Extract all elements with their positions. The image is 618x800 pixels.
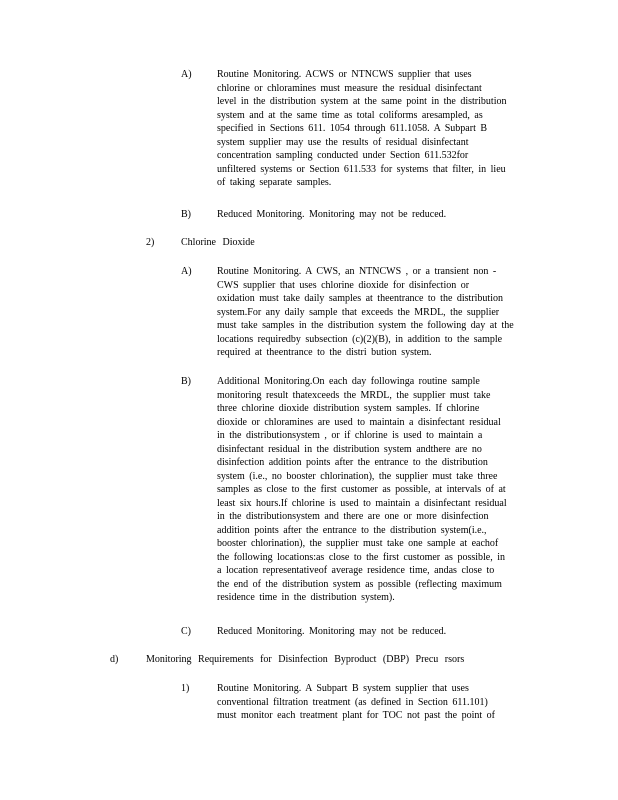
text-line: locations requiredby subsection (c)(2)(B), in addition to the sample — [217, 333, 503, 345]
text-line: monitoring result thatexceeds the MRDL, the supplier must take — [217, 389, 491, 401]
text-line: Reduced Monitoring. Monitoring may not be reduced. — [217, 209, 447, 220]
text-line: a location representativeof average residence time, andas close to — [217, 565, 495, 576]
text-line: the following locations:as close to the first customer as possible, in — [217, 551, 506, 563]
text-line: system and at the same time as total coliforms aresampled, as — [217, 109, 483, 121]
section-heading-dbp-precursors: Monitoring Requirements for Disinfection Byproduct (DBP) Precu rsors — [146, 654, 465, 665]
routine-monitoring-chlorine-dioxide-paragraph — [217, 265, 514, 360]
text-line: of taking separate samples. — [217, 177, 332, 188]
reduced-monitoring-paragraph — [217, 208, 446, 222]
text-line: conventional filtration treatment (as defined in Section 611.101) — [217, 696, 488, 708]
reduced-monitoring-paragraph — [217, 625, 446, 639]
text-line: dioxide or chloramines are used to maintain a disinfectant residual — [217, 416, 501, 428]
text-line: residence time in the distribution system). — [217, 592, 395, 603]
item-marker: B) — [181, 376, 191, 387]
text-line: samples as close to the first customer as possible, at intervals of at — [217, 484, 506, 495]
text-line: CWS supplier that uses chlorine dioxide for disinfection or — [217, 279, 470, 291]
routine-monitoring-toc-paragraph — [217, 682, 495, 723]
text-line: concentration sampling conducted under Section 611.532for — [217, 150, 469, 161]
item-marker: 1) — [181, 683, 190, 694]
item-marker: A) — [181, 266, 192, 277]
text-line: Routine Monitoring. A Subpart B system supplier that uses — [217, 683, 469, 694]
text-line: system supplier may use the results of residual disinfectant — [217, 136, 469, 148]
text-line: three chlorine dioxide distribution system samples. If chlorine — [217, 403, 480, 414]
text-line: Additional Monitoring.On each day followinga routine sample — [217, 376, 480, 387]
text-line: oxidation must take daily samples at theentrance to the distribution — [217, 293, 503, 304]
text-line: least six hours.If chlorine is used to maintain a disinfectant residual — [217, 497, 507, 509]
text-line: system (i.e., no booster chlorination), the supplier must take three — [217, 470, 498, 482]
text-line: booster chlorination), the supplier must take one sample at eachof — [217, 538, 499, 549]
section-marker: d) — [110, 654, 119, 665]
routine-monitoring-chlorine-paragraph — [217, 68, 506, 190]
text-line: disinfectant residual in the distribution system andthere are no — [217, 443, 482, 455]
text-line: chlorine or chloramines must measure the residual disinfectant — [217, 82, 482, 94]
additional-monitoring-paragraph — [217, 375, 507, 605]
text-line: in the distributionsystem , or if chlorine is used to maintain a — [217, 430, 483, 441]
section-heading-chlorine-dioxide: Chlorine Dioxide — [181, 237, 255, 248]
item-marker: C) — [181, 626, 191, 637]
item-marker: A) — [181, 69, 192, 80]
text-line: must monitor each treatment plant for TOC not past the point of — [217, 710, 495, 721]
text-line: unfiltered systems or Section 611.533 for systems that filter, in lieu — [217, 163, 506, 175]
text-line: the end of the distribution system as possible (reflecting maximum — [217, 578, 502, 590]
text-line: addition points after the entrance to the distribution system(i.e., — [217, 524, 487, 536]
text-line: required at theentrance to the distri bution system. — [217, 347, 432, 358]
text-line: disinfection addition points after the entrance to the distribution — [217, 457, 488, 468]
text-line: Routine Monitoring. A CWS, an NTNCWS , or a transient non - — [217, 266, 497, 277]
text-line: Routine Monitoring. ACWS or NTNCWS supplier that uses — [217, 69, 472, 80]
text-line: must take samples in the distribution system the following day at the — [217, 320, 514, 331]
text-line: Reduced Monitoring. Monitoring may not be reduced. — [217, 626, 447, 637]
text-line: level in the distribution system at the same point in the distribution — [217, 96, 507, 107]
item-marker: B) — [181, 209, 191, 220]
section-marker: 2) — [146, 237, 155, 248]
text-line: in the distributionsystem and there are one or more disinfection — [217, 511, 489, 522]
text-line: system.For any daily sample that exceeds the MRDL, the supplier — [217, 306, 500, 318]
text-line: specified in Sections 611. 1054 through 611.1058. A Subpart B — [217, 123, 488, 134]
